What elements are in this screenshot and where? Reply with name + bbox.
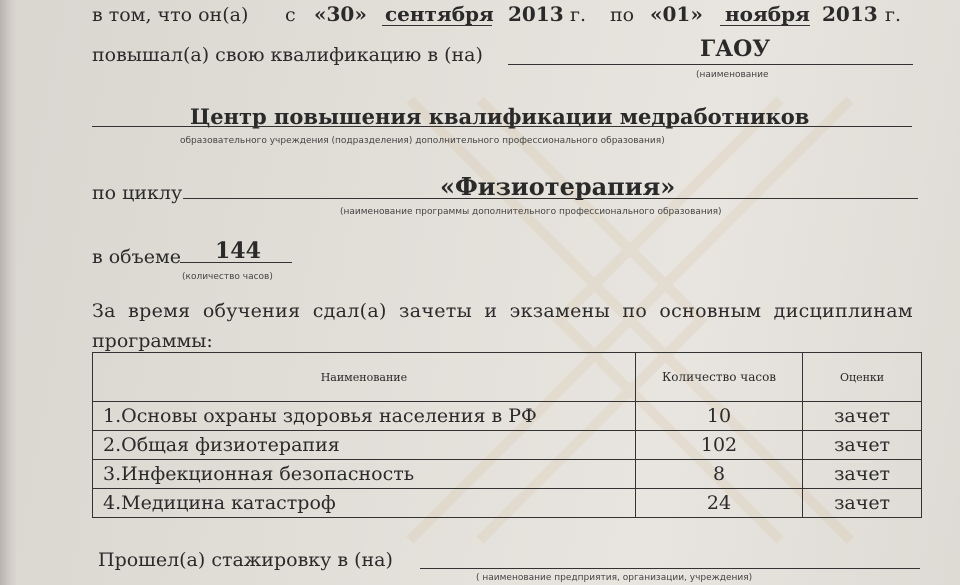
internship-label: Прошел(а) стажировку в (на)	[98, 549, 393, 571]
qualification-label: повышал(а) свою квалификацию в (на)	[92, 44, 483, 66]
grades-table	[92, 352, 922, 518]
institution-caption: (наименование	[696, 70, 769, 80]
from-year-suffix: г.	[570, 4, 586, 26]
cycle-caption: (наименование программы дополнительного профессионального образования)	[340, 207, 722, 217]
cycle-underline	[183, 198, 918, 199]
table-row	[93, 489, 922, 518]
row-grade: зачет	[803, 431, 922, 460]
exams-text-line2: программы:	[92, 330, 213, 352]
table-row	[93, 431, 922, 460]
row-discipline: 3.Инфекционная безопасность	[93, 460, 636, 489]
table-header-row	[93, 353, 922, 402]
from-month-underline	[382, 25, 492, 26]
volume-hours: 144	[215, 238, 261, 264]
header-name: Наименование	[93, 353, 636, 402]
volume-underline	[180, 262, 292, 263]
to-year-suffix: г.	[885, 4, 901, 26]
row-discipline: 1.Основы охраны здоровья населения в РФ	[93, 402, 636, 431]
exams-text-line1: За время обучения сдал(а) зачеты и экзамены по основным дисциплинам	[92, 300, 913, 322]
cycle-name: «Физиотерапия»	[440, 172, 676, 201]
institution-full-name: Центр повышения квалификации медработников	[190, 104, 810, 129]
page-edge	[0, 0, 16, 585]
to-day: «01»	[650, 2, 703, 26]
to-year: 2013	[822, 2, 878, 26]
header-hours: Количество часов	[635, 353, 802, 402]
institution-underline	[508, 64, 913, 65]
to-month-underline	[720, 25, 810, 26]
intro-text: в том, что он(а)	[92, 4, 249, 26]
row-grade: зачет	[803, 460, 922, 489]
to-label: по	[610, 4, 635, 26]
row-grade: зачет	[803, 489, 922, 518]
row-hours: 10	[635, 402, 802, 431]
volume-caption: (количество часов)	[182, 272, 273, 282]
row-hours: 102	[635, 431, 802, 460]
table-row	[93, 460, 922, 489]
row-hours: 8	[635, 460, 802, 489]
row-discipline: 4.Медицина катастроф	[93, 489, 636, 518]
from-day: «30»	[314, 2, 367, 26]
internship-underline	[420, 568, 920, 569]
row-hours: 24	[635, 489, 802, 518]
institution-name: ГАОУ	[700, 36, 771, 62]
row-grade: зачет	[803, 402, 922, 431]
to-month: ноября	[725, 2, 810, 26]
row-discipline: 2.Общая физиотерапия	[93, 431, 636, 460]
from-month: сентября	[385, 2, 494, 26]
institution-full-underline	[92, 126, 912, 127]
volume-label: в объеме	[92, 246, 181, 268]
from-year: 2013	[508, 2, 564, 26]
header-grade: Оценки	[803, 353, 922, 402]
cycle-label: по циклу	[92, 182, 183, 204]
internship-caption: ( наименование предприятия, организации, учреждения)	[476, 573, 753, 583]
from-label: с	[285, 4, 296, 26]
table-row	[93, 402, 922, 431]
institution-full-caption: образовательного учреждения (подразделения) дополнительного профессионального образования)	[180, 136, 665, 146]
